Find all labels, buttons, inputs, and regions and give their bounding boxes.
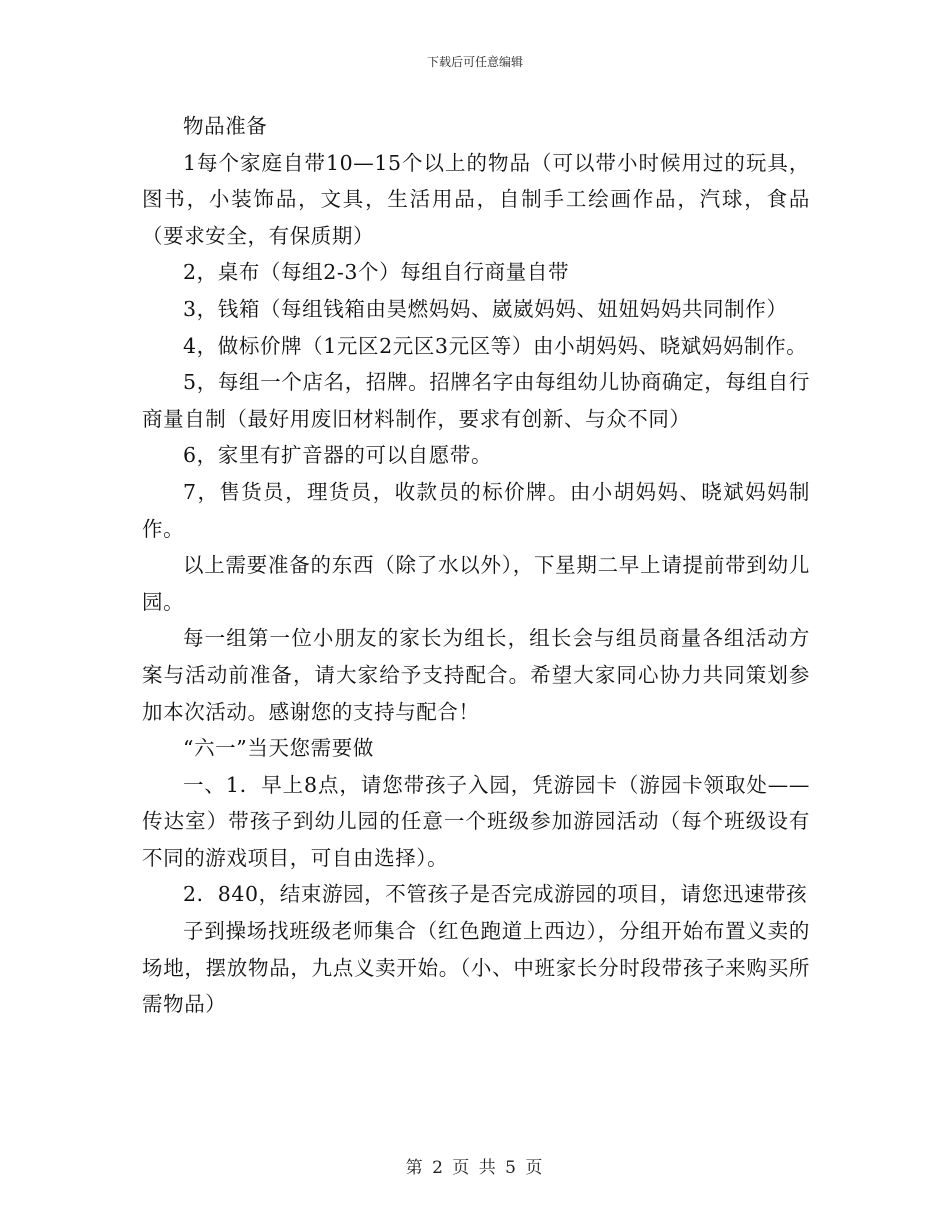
section-heading-childrens-day: “六一”当天您需要做 (183, 736, 374, 761)
paragraph-item-2: 2，桌布（每组2-3个）每组自行商量自带 (183, 260, 570, 285)
paragraph-item-5: 5，每组一个店名，招牌。招牌名字由每组幼儿协商确定，每组自行商量自制（最好用废旧材料制作，要求有创新、与众不同） (142, 370, 810, 431)
paragraph-step-1: 一、1．早上8点，请您带孩子入园，凭游园卡（游园卡领取处——传达室）带孩子到幼儿园的任意一个班级参加游园活动（每个班级设有不同的游戏项目，可自由选择）。 (142, 772, 810, 870)
paragraph-item-7: 7，售货员，理货员，收款员的标价牌。由小胡妈妈、晓斌妈妈制作。 (142, 479, 810, 541)
paragraph-item-4: 4，做标价牌（1元区2元区3元区等）由小胡妈妈、晓斌妈妈制作。 (183, 333, 808, 358)
paragraph-item-3: 3，钱箱（每组钱箱由昊燃妈妈、崴崴妈妈、妞妞妈妈共同制作） (183, 296, 788, 321)
paragraph-step-2-continued: 子到操场找班级老师集合（红色跑道上西边），分组开始布置义卖的场地，摆放物品，九点义卖开始。（小、中班家长分时段带孩子来购买所需物品） (142, 919, 810, 1017)
document-body (142, 108, 810, 1023)
section-heading-supplies: 物品准备 (183, 114, 268, 138)
paragraph-item-1: 1每个家庭自带10—15个以上的物品（可以带小时候用过的玩具，图书，小装饰品，文具，生活用品，自制手工绘画作品，汽球，食品（要求安全，有保质期） (142, 150, 810, 248)
paragraph-item-6: 6，家里有扩音器的可以自愿带。 (183, 443, 493, 468)
paragraph-group-leader: 每一组第一位小朋友的家长为组长，组长会与组员商量各组活动方案与活动前准备，请大家给予支持配合。希望大家同心协力共同策划参加本次活动。感谢您的支持与配合！ (142, 626, 810, 724)
page-header: 下载后可任意编辑 (426, 55, 523, 69)
paragraph-step-2: 2．840，结束游园，不管孩子是否完成游园的项目，请您迅速带孩 (183, 882, 808, 907)
paragraph-reminder: 以上需要准备的东西（除了水以外），下星期二早上请提前带到幼儿园。 (142, 553, 810, 614)
page-footer: 第 2 页 共 5 页 (405, 1158, 545, 1178)
